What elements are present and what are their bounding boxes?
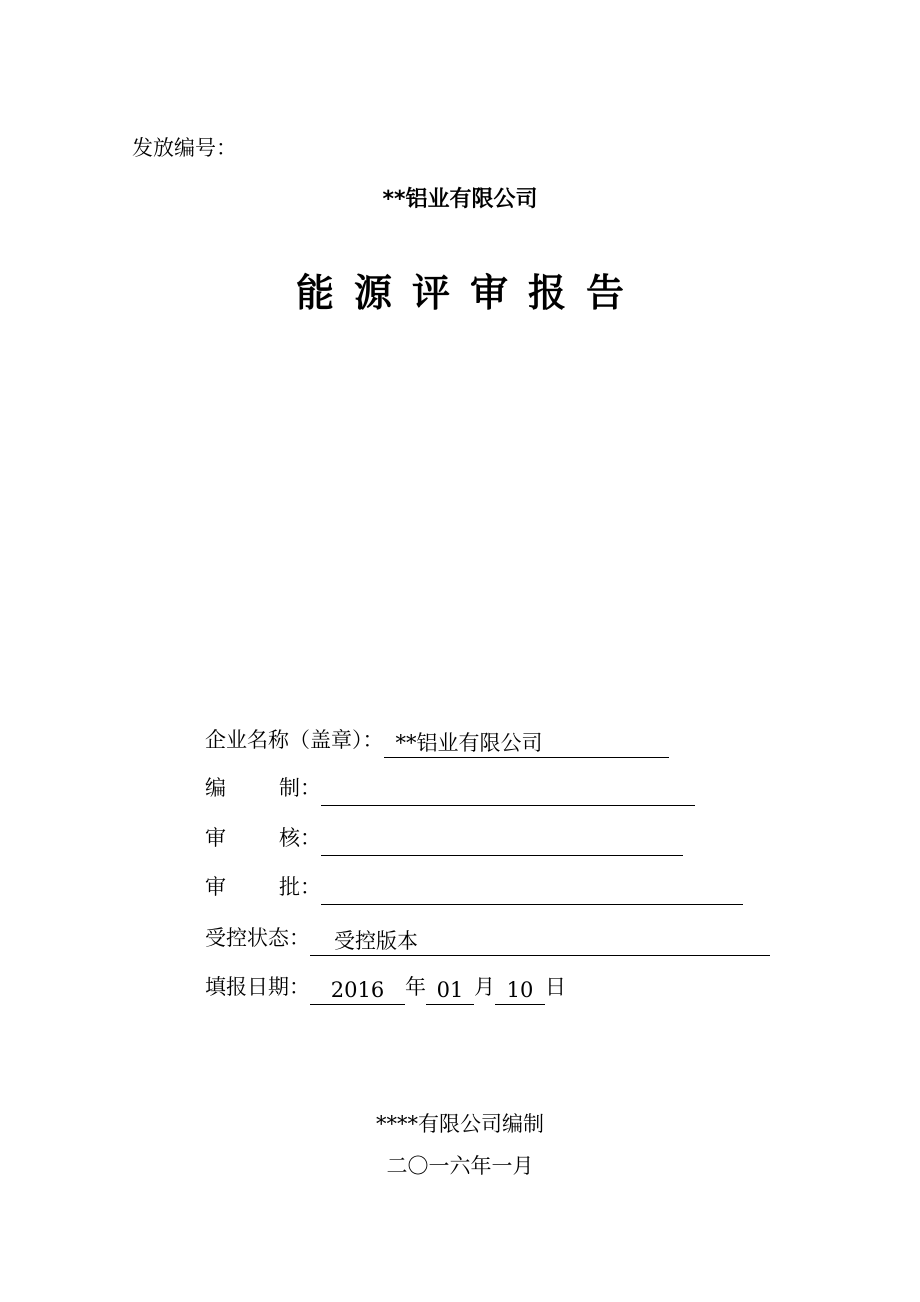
footer-organization: ****有限公司编制	[376, 1112, 544, 1136]
company-title: **铝业有限公司	[382, 187, 538, 212]
company-name-field	[205, 724, 669, 756]
approve-value[interactable]	[321, 876, 743, 905]
review-colon: ：	[300, 826, 321, 850]
compile-field	[205, 772, 695, 804]
compile-label: 编 制	[205, 776, 300, 800]
report-title: 能源评审报告	[295, 271, 644, 315]
control-status-label: 受控状态：	[205, 926, 310, 950]
control-status-text: 受控版本	[334, 929, 418, 953]
review-label: 审 核	[205, 826, 300, 850]
review-value[interactable]	[321, 827, 683, 856]
fill-date-month-unit: 月	[474, 975, 495, 999]
fill-date-day[interactable]	[495, 976, 545, 1005]
approve-field	[205, 871, 743, 903]
company-name-value[interactable]	[384, 729, 669, 758]
fill-date-month[interactable]	[426, 976, 474, 1005]
fill-date-year-unit: 年	[405, 975, 426, 999]
approve-colon: ：	[300, 875, 321, 899]
compile-colon: ：	[300, 776, 321, 800]
control-status-value[interactable]	[310, 927, 770, 956]
compile-value[interactable]	[321, 777, 695, 806]
control-status-field	[205, 922, 770, 954]
fill-date-day-text: 10	[506, 978, 534, 1002]
fill-date-year-text: 2016	[330, 978, 385, 1002]
footer-date: 二〇一六年一月	[386, 1154, 534, 1178]
issue-number-label: 发放编号：	[132, 136, 237, 160]
company-name-label: 企业名称（盖章）：	[205, 728, 384, 752]
fill-date-field	[205, 971, 566, 1003]
review-field	[205, 822, 683, 854]
fill-date-year[interactable]	[310, 976, 405, 1005]
approve-label: 审 批	[205, 875, 300, 899]
fill-date-day-unit: 日	[545, 975, 566, 999]
fill-date-month-text: 01	[436, 978, 464, 1002]
fill-date-label: 填报日期：	[205, 975, 310, 999]
company-name-text: **铝业有限公司	[395, 731, 543, 755]
